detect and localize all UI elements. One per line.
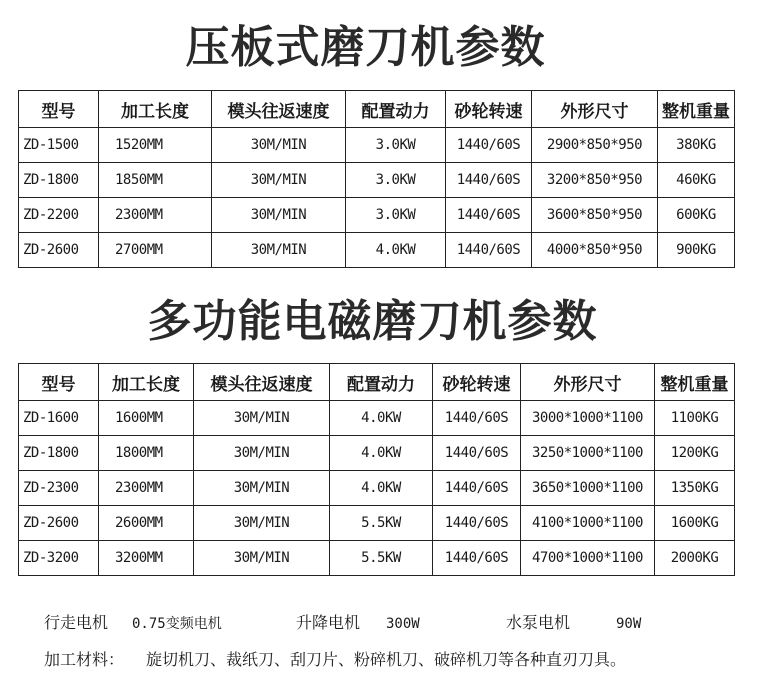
lift-motor-label: 升降电机 (296, 613, 361, 632)
table-cell: 4700*1000*1100 (521, 541, 655, 576)
table-cell: ZD-1500 (19, 128, 99, 163)
table-cell: 3000*1000*1100 (521, 401, 655, 436)
table-cell: 5.5KW (330, 541, 433, 576)
walking-motor-value: 0.75变频电机 (132, 616, 222, 632)
table-row (19, 163, 735, 198)
table-cell: ZD-2200 (19, 198, 99, 233)
table-row (19, 471, 735, 506)
table-cell: 30M/MIN (212, 198, 346, 233)
table-header-row (19, 364, 735, 401)
table-cell: 3650*1000*1100 (521, 471, 655, 506)
table-cell: ZD-3200 (19, 541, 99, 576)
column-header: 配置动力 (330, 364, 433, 401)
section1-title: 压板式磨刀机参数 (185, 22, 546, 73)
table-cell: 1850MM (99, 163, 212, 198)
column-header: 外形尺寸 (532, 91, 658, 128)
table-cell: 30M/MIN (194, 471, 330, 506)
spec-table-electromagnetic (18, 363, 735, 576)
table-cell: 3.0KW (346, 198, 446, 233)
column-header: 型号 (19, 91, 99, 128)
motor-specs-note (44, 613, 641, 634)
table-cell: 1440/60S (446, 198, 532, 233)
table-cell: 1600KG (655, 506, 735, 541)
pump-motor-value: 90W (616, 616, 642, 632)
column-header: 加工长度 (99, 364, 194, 401)
table-cell: 1440/60S (433, 436, 521, 471)
column-header: 模头往返速度 (212, 91, 346, 128)
table-cell: 2300MM (99, 198, 212, 233)
column-header: 整机重量 (658, 91, 735, 128)
table-header-row (19, 91, 735, 128)
table-row (19, 198, 735, 233)
table-cell: 600KG (658, 198, 735, 233)
table-cell: 4.0KW (330, 436, 433, 471)
table-cell: 30M/MIN (212, 163, 346, 198)
table-cell: 30M/MIN (212, 233, 346, 268)
table-cell: 1520MM (99, 128, 212, 163)
table-cell: 1440/60S (446, 233, 532, 268)
section2-title: 多功能电磁磨刀机参数 (147, 296, 598, 347)
pump-motor-label: 水泵电机 (506, 613, 571, 632)
table-cell: ZD-2600 (19, 506, 99, 541)
column-header: 配置动力 (346, 91, 446, 128)
table-cell: 4.0KW (330, 471, 433, 506)
table-cell: 1800MM (99, 436, 194, 471)
table-cell: 3600*850*950 (532, 198, 658, 233)
table-cell: 2900*850*950 (532, 128, 658, 163)
column-header: 砂轮转速 (446, 91, 532, 128)
column-header: 砂轮转速 (433, 364, 521, 401)
table-cell: 2300MM (99, 471, 194, 506)
table-cell: ZD-1800 (19, 436, 99, 471)
table-row (19, 541, 735, 576)
materials-label: 加工材料： (44, 650, 125, 669)
table-cell: ZD-1600 (19, 401, 99, 436)
table-cell: 1100KG (655, 401, 735, 436)
table-cell: 1440/60S (433, 541, 521, 576)
table-row (19, 401, 735, 436)
column-header: 整机重量 (655, 364, 735, 401)
table-cell: 1440/60S (446, 128, 532, 163)
column-header: 外形尺寸 (521, 364, 655, 401)
table-cell: 1440/60S (433, 471, 521, 506)
table-cell: 30M/MIN (212, 128, 346, 163)
table-cell: 3.0KW (346, 128, 446, 163)
table-row (19, 506, 735, 541)
table-cell: ZD-2600 (19, 233, 99, 268)
column-header: 型号 (19, 364, 99, 401)
table-cell: 1600MM (99, 401, 194, 436)
table-row (19, 436, 735, 471)
table-cell: 30M/MIN (194, 401, 330, 436)
table-cell: 30M/MIN (194, 541, 330, 576)
table-cell: 3200MM (99, 541, 194, 576)
table-cell: 4.0KW (330, 401, 433, 436)
lift-motor-value: 300W (386, 616, 420, 632)
table-cell: 30M/MIN (194, 436, 330, 471)
table-cell: 900KG (658, 233, 735, 268)
table-cell: 460KG (658, 163, 735, 198)
table-cell: 4.0KW (346, 233, 446, 268)
walking-motor-label: 行走电机 (44, 613, 109, 632)
table-row (19, 233, 735, 268)
table-cell: 30M/MIN (194, 506, 330, 541)
column-header: 模头往返速度 (194, 364, 330, 401)
materials-note (44, 650, 626, 670)
table-cell: 3.0KW (346, 163, 446, 198)
table-cell: 4100*1000*1100 (521, 506, 655, 541)
spec-table-pressure-plate (18, 90, 735, 268)
table-cell: 3200*850*950 (532, 163, 658, 198)
materials-value: 旋切机刀、裁纸刀、刮刀片、粉碎机刀、破碎机刀等各种直刃刀具。 (146, 650, 627, 669)
table-cell: 1200KG (655, 436, 735, 471)
table-row (19, 128, 735, 163)
table-cell: 2600MM (99, 506, 194, 541)
table-cell: 1350KG (655, 471, 735, 506)
table-cell: 1440/60S (433, 506, 521, 541)
table-cell: ZD-1800 (19, 163, 99, 198)
table-cell: 2700MM (99, 233, 212, 268)
table-cell: 1440/60S (446, 163, 532, 198)
table-cell: 5.5KW (330, 506, 433, 541)
column-header: 加工长度 (99, 91, 212, 128)
table-cell: 2000KG (655, 541, 735, 576)
table-cell: 380KG (658, 128, 735, 163)
table-cell: 1440/60S (433, 401, 521, 436)
table-cell: 4000*850*950 (532, 233, 658, 268)
table-cell: 3250*1000*1100 (521, 436, 655, 471)
table-cell: ZD-2300 (19, 471, 99, 506)
